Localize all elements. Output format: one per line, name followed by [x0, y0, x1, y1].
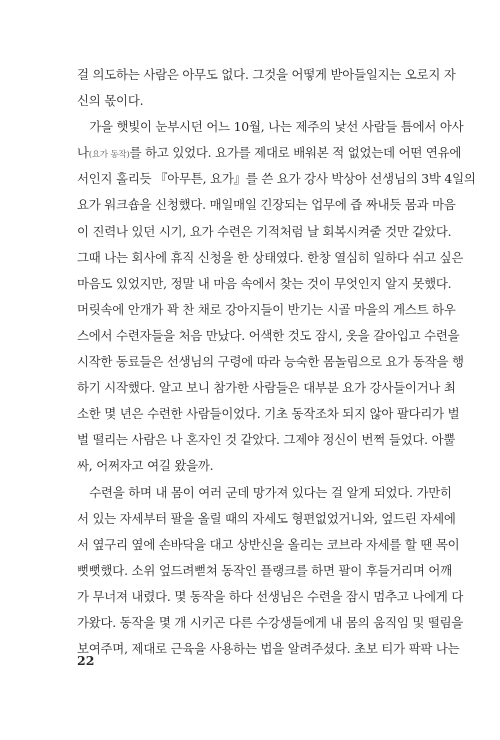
text-line: 벌 떨리는 사람은 나 혼자인 것 같았다. 그제야 정신이 번쩍 들었다. 아뿔	[77, 432, 456, 448]
text-line: 뻣뻣했다. 소위 엎드려뻗쳐 동작인 플랭크를 하면 팔이 후들거리며 어깨	[77, 562, 452, 578]
text-line: 소한 몇 년은 수련한 사람들이었다. 기초 동작조차 되지 않아 팔다리가 벌	[77, 406, 460, 422]
text-line: 수련을 하며 내 몸이 여러 군데 망가져 있다는 걸 알게 되었다. 가만히	[77, 484, 452, 500]
text-line: 요가 워크숍을 신청했다. 매일매일 긴장되는 업무에 즙 짜내듯 몸과 마음	[77, 197, 456, 213]
text-line: 이 진력나 있던 시기, 요가 수련은 기적처럼 날 회복시켜줄 것만 같았다.	[77, 223, 452, 239]
body-text	[77, 62, 476, 662]
text-line: 걸 의도하는 사람은 아무도 없다. 그것을 어떻게 받아들일지는 오로지 자	[77, 67, 456, 82]
text-line: 가 무너져 내렸다. 몇 동작을 하다 선생님은 수련을 잠시 멈추고 나에게 다	[77, 588, 464, 604]
text-fragment: 를 하고 있었다. 요가를 제대로 배워본 적 없었는데 어떤 연유에	[129, 145, 462, 161]
text-line: 가을 햇빛이 눈부시던 어느 10월, 나는 제주의 낯선 사람들 틈에서 아사	[77, 119, 464, 135]
text-line-with-note	[77, 140, 462, 166]
text-line: 서 옆구리 옆에 손바닥을 대고 상반신을 올리는 코브라 자세를 할 땐 목이	[77, 536, 460, 552]
inline-note: (요가 동작)	[88, 150, 130, 161]
text-line: 싸, 어쩌자고 여길 왔을까.	[77, 458, 214, 474]
text-fragment: 나	[77, 145, 89, 161]
text-line: 마음도 있었지만, 정말 내 마음 속에서 찾는 것이 무엇인지 알지 못했다.	[77, 275, 452, 291]
text-line: 보여주며, 제대로 근육을 사용하는 법을 알려주셨다. 초보 티가 팍팍 나는	[77, 641, 460, 657]
text-line: 가왔다. 동작을 몇 개 시키곤 다른 수강생들에게 내 몸의 움직임 및 떨림을	[77, 614, 464, 630]
text-line: 서 있는 자세부터 팔을 올릴 때의 자세도 형편없었거니와, 엎드린 자세에	[77, 510, 456, 526]
text-line: 시작한 동료들은 선생님의 구령에 따라 능숙한 몸놀림으로 요가 동작을 행	[77, 354, 464, 370]
text-line: 머릿속에 안개가 꽉 찬 채로 강아지들이 반기는 시골 마을의 게스트 하우	[77, 301, 456, 317]
text-line: 그때 나는 회사에 휴직 신청을 한 상태였다. 한창 열심히 일하다 쉬고 싶은	[77, 249, 464, 265]
text-line: 신의 몫이다.	[77, 93, 144, 109]
text-line: 스에서 수련자들을 처음 만났다. 어색한 것도 잠시, 옷을 갈아입고 수련을	[77, 327, 460, 343]
text-line: 서인지 홀리듯 『아무튼, 요가』를 쓴 요가 강사 박상아 선생님의 3박 4일의	[77, 171, 476, 187]
text-line: 하기 시작했다. 알고 보니 참가한 사람들은 대부분 요가 강사들이거나 최	[77, 380, 456, 396]
page-number: 22	[77, 653, 95, 668]
